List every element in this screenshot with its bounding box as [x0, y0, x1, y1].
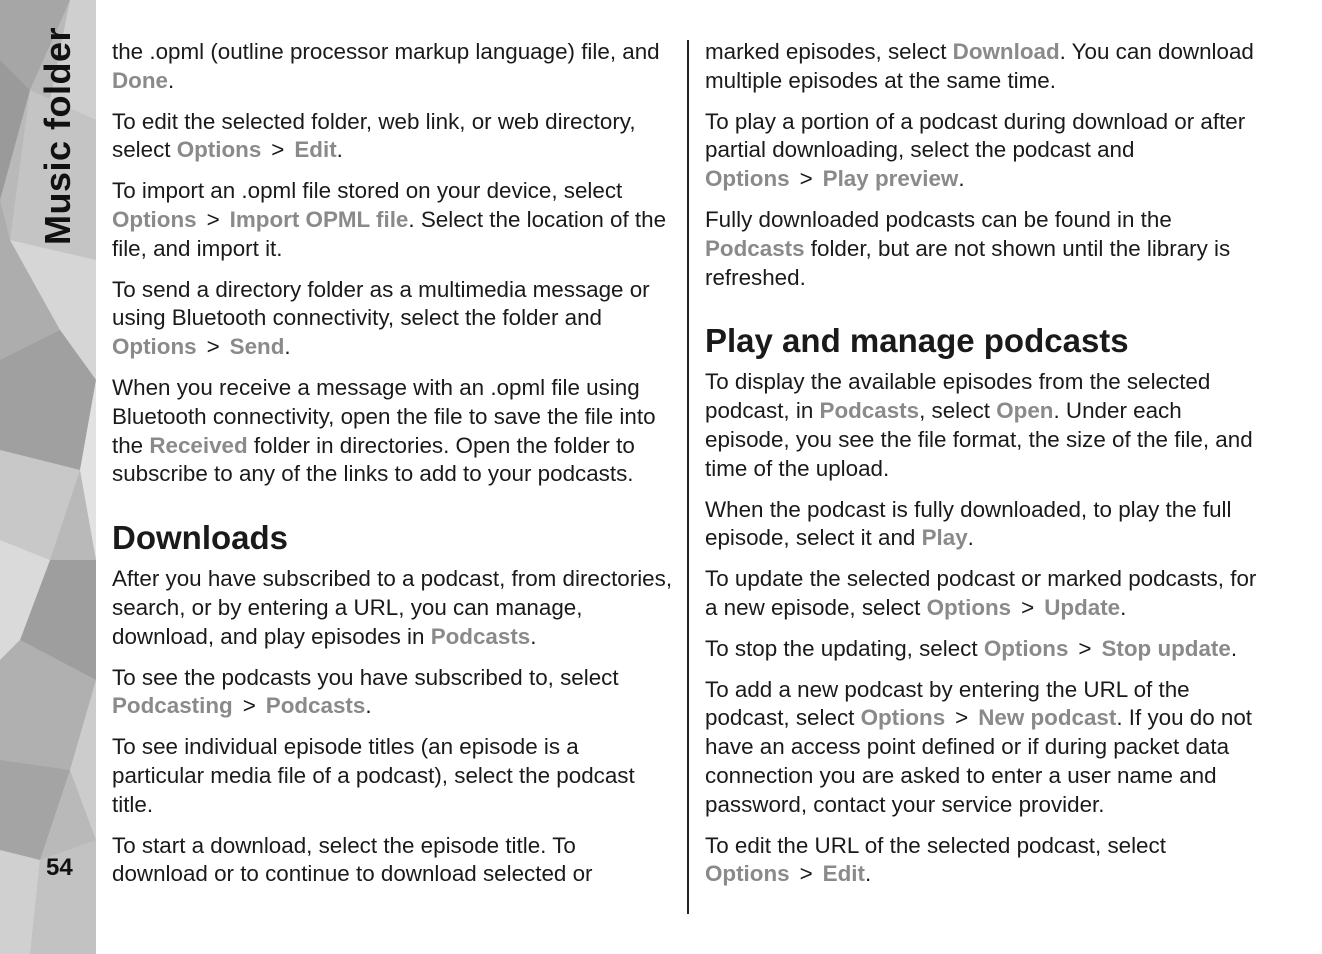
- ui-term: Podcasts: [819, 398, 920, 424]
- ui-term: Options: [926, 594, 1012, 620]
- column-divider: [687, 40, 689, 914]
- paragraph: To display the available episodes from the selected podcast, in Podcasts, select Open. Under each episode, you see the file format, the size of the file, and time of the upload.: [705, 369, 1253, 481]
- ui-term: New podcast: [978, 705, 1117, 731]
- menu-separator: >: [1078, 635, 1092, 661]
- menu-separator: >: [242, 693, 256, 719]
- menu-separator: >: [1021, 594, 1035, 620]
- ui-term: Play preview: [822, 166, 959, 192]
- ui-term: Podcasts: [705, 235, 805, 261]
- ui-term: Options: [705, 166, 790, 192]
- page-number: 54: [46, 854, 73, 881]
- paragraph: Fully downloaded podcasts can be found in the Podcasts folder, but are not shown until the library is refreshed.: [705, 206, 1231, 290]
- paragraph: After you have subscribed to a podcast, from directories, search, or by entering a URL, you can manage, download, and play episodes in Podcasts.: [112, 566, 673, 649]
- paragraph: To stop the updating, select Options > Stop update.: [705, 635, 1238, 661]
- ui-term: Edit: [822, 861, 865, 887]
- menu-separator: >: [206, 206, 220, 232]
- section-title: Music folder: [37, 26, 78, 246]
- paragraph: To play a portion of a podcast during download or after partial downloading, select the podcast and Options > Play preview.: [705, 108, 1246, 192]
- menu-separator: >: [271, 137, 285, 163]
- paragraph: To edit the selected folder, web link, or web directory, select Options > Edit.: [112, 108, 636, 163]
- paragraph: To see individual episode titles (an episode is a particular media file of a podcast), select the podcast title.: [112, 734, 635, 817]
- ui-term: Edit: [294, 137, 337, 163]
- left-column: [112, 38, 674, 901]
- paragraph: When the podcast is fully downloaded, to play the full episode, select it and Play.: [705, 496, 1232, 551]
- ui-term: Options: [705, 861, 790, 887]
- section-heading: Play and manage podcasts: [705, 322, 1129, 360]
- menu-separator: >: [799, 861, 813, 887]
- ui-term: Options: [983, 635, 1069, 661]
- right-column: [705, 38, 1267, 901]
- paragraph: To start a download, select the episode title. To download or to continue to download selected or: [112, 832, 593, 887]
- paragraph: To send a directory folder as a multimedia message or using Bluetooth connectivity, select the folder and Options > Send.: [112, 276, 650, 360]
- sidebar-band: [0, 0, 96, 954]
- ui-term: Podcasting: [112, 693, 233, 719]
- paragraph: When you receive a message with an .opml file using Bluetooth connectivity, open the file to save the file into the Received folder in directories. Open the folder to subscribe to any of the links to add to your podcasts.: [112, 374, 656, 487]
- section-heading: Downloads: [112, 519, 289, 557]
- paragraph: To import an .opml file stored on your device, select Options > Import OPML file. Select the location of the file, and import it.: [112, 178, 667, 261]
- menu-separator: >: [799, 166, 813, 192]
- ui-term: Done: [112, 67, 168, 93]
- paragraph: marked episodes, select Download. You can download multiple episodes at the same time.: [705, 39, 1254, 93]
- ui-term: Podcasts: [430, 623, 531, 649]
- ui-term: Received: [149, 432, 248, 458]
- menu-separator: >: [955, 705, 969, 731]
- paragraph: To see the podcasts you have subscribed to, select Podcasting > Podcasts.: [112, 664, 619, 719]
- paragraph: To edit the URL of the selected podcast, select Options > Edit.: [705, 832, 1166, 887]
- ui-term: Options: [112, 334, 197, 360]
- ui-term: Options: [112, 206, 197, 232]
- ui-term: Stop update: [1101, 635, 1231, 661]
- paragraph: the .opml (outline processor markup language) file, and Done.: [112, 39, 660, 93]
- ui-term: Open: [996, 398, 1054, 424]
- menu-separator: >: [206, 334, 220, 360]
- ui-term: Options: [860, 705, 946, 731]
- ui-term: Update: [1044, 594, 1121, 620]
- ui-term: Download: [952, 39, 1060, 64]
- ui-term: Send: [229, 334, 285, 360]
- ui-term: Podcasts: [265, 693, 366, 719]
- ui-term: Import OPML file: [229, 206, 409, 232]
- paragraph: To update the selected podcast or marked podcasts, for a new episode, select Options > Update.: [705, 566, 1257, 620]
- paragraph: To add a new podcast by entering the URL of the podcast, select Options > New podcast. If you do not have an access point defined or if during packet data connection you are asked to enter a user name and password, contact your service provider.: [705, 676, 1253, 817]
- ui-term: Options: [176, 137, 262, 163]
- ui-term: Play: [921, 525, 968, 551]
